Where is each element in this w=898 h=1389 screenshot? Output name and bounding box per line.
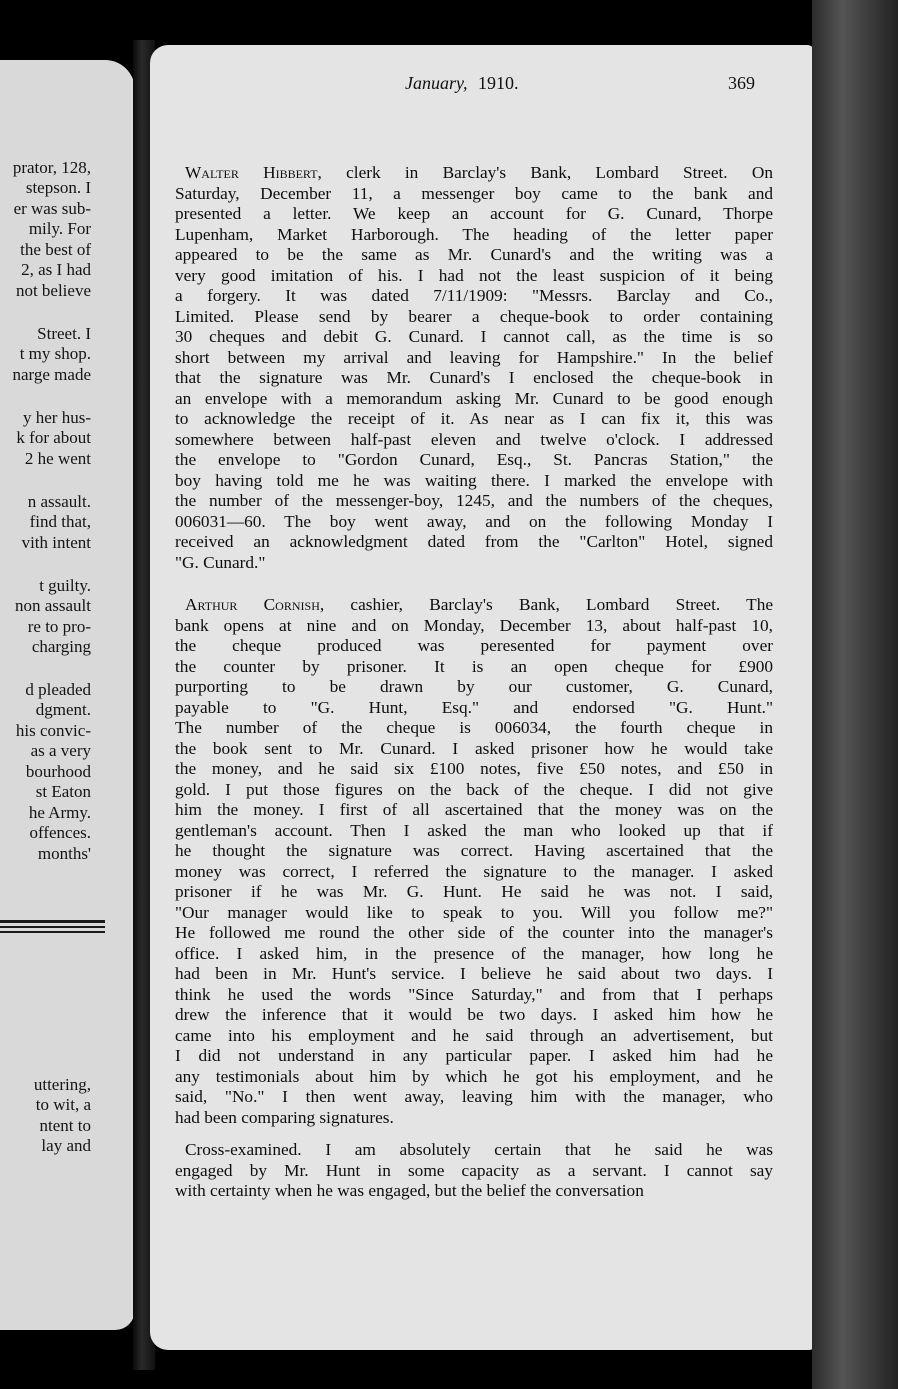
text-line: I did not understand in any particular paper. I asked him had he xyxy=(175,1046,773,1065)
line-text: , clerk in Barclay's Bank, Lombard Street. On xyxy=(317,163,773,182)
text-line: to acknowledge the receipt of it. As near as I can fix it, this was xyxy=(175,409,773,428)
text-line: gold. I put those figures on the back of the cheque. I did not give xyxy=(175,779,773,799)
text-line: the number of the messenger-boy, 1245, and the numbers of the cheques, xyxy=(175,491,773,510)
text-line: the money, and he said six £100 notes, five £50 notes, and £50 in xyxy=(175,759,773,778)
text-line: a forgery. It was dated 7/11/1909: "Messrs. Barclay and Co., xyxy=(175,286,773,305)
left-page-line: he Army. xyxy=(28,803,91,822)
left-page-line: months' xyxy=(37,844,91,863)
left-page-line: charging xyxy=(31,637,91,656)
line-text: Cross-examined. I am absolutely certain that he said he was xyxy=(185,1140,773,1159)
text-line: 30 cheques and debit G. Cunard. I cannot call, as the time is so xyxy=(175,327,773,346)
text-line: had been in Mr. Hunt's service. I believe he said about two days. I xyxy=(175,964,773,983)
left-page-line: his convic- xyxy=(15,721,91,740)
left-page xyxy=(0,60,135,1330)
left-page-line: n assault. xyxy=(27,492,91,511)
text-line: drew the inference that it would be two days. I asked him how he xyxy=(175,1005,773,1024)
left-page-line: non assault xyxy=(14,596,91,615)
text-line: Lupenham, Market Harborough. The heading of the letter paper xyxy=(175,224,773,244)
section-rule xyxy=(0,920,105,923)
text-line: money was correct, I referred the signature to the manager. I asked xyxy=(175,861,773,881)
left-page-line: ntent to xyxy=(39,1116,91,1135)
text-line: gentleman's account. Then I asked the man who looked up that if xyxy=(175,820,773,840)
left-page-line: as a very xyxy=(30,741,91,760)
left-page-line: not believe xyxy=(15,281,91,300)
text-line: short between my arrival and leaving for Hampshire." In the belief xyxy=(175,347,773,367)
left-page-line: y her hus- xyxy=(23,408,91,427)
text-line: payable to "G. Hunt, Esq." and endorsed "G. Hunt." xyxy=(175,697,773,717)
text-line: the cheque produced was peresented for payment over xyxy=(175,636,773,655)
section-rule xyxy=(0,931,105,933)
left-page-line: 2, as I had xyxy=(21,260,91,279)
text-line: an envelope with a memorandum asking Mr. Cunard to be good enough xyxy=(175,388,773,408)
text-line: boy having told me he was waiting there. I marked the envelope with xyxy=(175,470,773,490)
left-page-line: to wit, a xyxy=(35,1095,91,1114)
text-line: He followed me round the other side of the counter into the manager's xyxy=(175,923,773,942)
left-page-line: dgment. xyxy=(35,700,91,719)
line-text: , cashier, Barclay's Bank, Lombard Street. The xyxy=(319,595,773,614)
text-line: engaged by Mr. Hunt in some capacity as a servant. I cannot say xyxy=(175,1160,773,1180)
text-line: he thought the signature was correct. Having ascertained that the xyxy=(175,841,773,860)
text-line: the counter by prisoner. It is an open cheque for £900 xyxy=(175,656,773,676)
text-line: 006031—60. The boy went away, and on the following Monday I xyxy=(175,511,773,531)
left-page-line: stepson. I xyxy=(25,178,91,197)
left-page-line: 2 he went xyxy=(24,449,91,468)
section-rule xyxy=(0,926,105,928)
text-line: "Our manager would like to speak to you. Will you follow me?" xyxy=(175,902,773,922)
left-page-line: Street. I xyxy=(37,324,91,343)
left-page-line: st Eaton xyxy=(35,782,91,801)
left-page-line: er was sub- xyxy=(13,199,91,218)
left-page-line: offences. xyxy=(29,823,91,842)
left-page-line: the best of xyxy=(20,240,91,259)
page-edge xyxy=(812,0,898,1389)
text-line: with certainty when he was engaged, but the belief the conversation xyxy=(175,1181,644,1200)
left-page-line: bourhood xyxy=(25,762,91,781)
text-line: presented a letter. We keep an account for G. Cunard, Thorpe xyxy=(175,204,773,223)
text-line: "G. Cunard." xyxy=(175,552,266,572)
text-line: office. I asked him, in the presence of the manager, how long he xyxy=(175,943,773,963)
left-page-line: t guilty. xyxy=(39,576,91,595)
text-line xyxy=(185,595,773,615)
text-line: prisoner if he was Mr. G. Hunt. He said he was not. I said, xyxy=(175,882,773,901)
text-line: very good imitation of his. I had not the least suspicion of it being xyxy=(175,265,773,285)
text-line xyxy=(185,1140,773,1160)
running-head-month: January, xyxy=(405,73,468,93)
witness-name: Walter Hibbert xyxy=(185,163,318,182)
text-line xyxy=(185,163,773,183)
running-head-year: 1910. xyxy=(478,73,519,93)
text-line: said, "No." I then went away, leaving him with the manager, who xyxy=(175,1087,773,1106)
text-line: that the signature was Mr. Cunard's I enclosed the cheque-book in xyxy=(175,368,773,387)
left-page-line: uttering, xyxy=(33,1075,91,1094)
text-line: him the money. I first of all ascertained that the money was on the xyxy=(175,800,773,819)
text-line: Saturday, December 11, a messenger boy came to the bank and xyxy=(175,183,773,203)
left-page-line: find that, xyxy=(29,512,91,531)
text-line: the envelope to "Gordon Cunard, Esq., St. Pancras Station," the xyxy=(175,450,773,469)
text-line: received an acknowledgment dated from the "Carlton" Hotel, signed xyxy=(175,532,773,551)
text-line: Limited. Please send by bearer a cheque-book to order containing xyxy=(175,306,773,326)
text-line: had been comparing signatures. xyxy=(175,1107,394,1127)
text-line: the book sent to Mr. Cunard. I asked prisoner how he would take xyxy=(175,738,773,758)
witness-name: Arthur Cornish xyxy=(185,595,320,614)
text-line: think he used the words "Since Saturday," and from that I perhaps xyxy=(175,984,773,1004)
left-page-line: mily. For xyxy=(28,219,91,238)
text-line: came into his employment and he said through an advertisement, but xyxy=(175,1025,773,1045)
text-line: bank opens at nine and on Monday, December 13, about half-past 10, xyxy=(175,615,773,635)
left-page-line: k for about xyxy=(16,428,91,447)
text-line: purporting to be drawn by our customer, G. Cunard, xyxy=(175,677,773,696)
left-page-line: t my shop. xyxy=(19,344,91,363)
text-line: any testimonials about him by which he got his employment, and he xyxy=(175,1066,773,1086)
left-page-line: vith intent xyxy=(21,533,91,552)
left-page-line: prator, 128, xyxy=(12,158,91,177)
page-number: 369 xyxy=(728,73,755,93)
left-page-line: narge made xyxy=(12,365,91,384)
left-page-line: lay and xyxy=(41,1136,91,1155)
left-page-line: re to pro- xyxy=(27,617,91,636)
left-page-line: d pleaded xyxy=(25,680,91,699)
text-line: The number of the cheque is 006034, the fourth cheque in xyxy=(175,718,773,737)
text-line: appeared to be the same as Mr. Cunard's and the writing was a xyxy=(175,245,773,264)
text-line: somewhere between half-past eleven and twelve o'clock. I addressed xyxy=(175,429,773,449)
